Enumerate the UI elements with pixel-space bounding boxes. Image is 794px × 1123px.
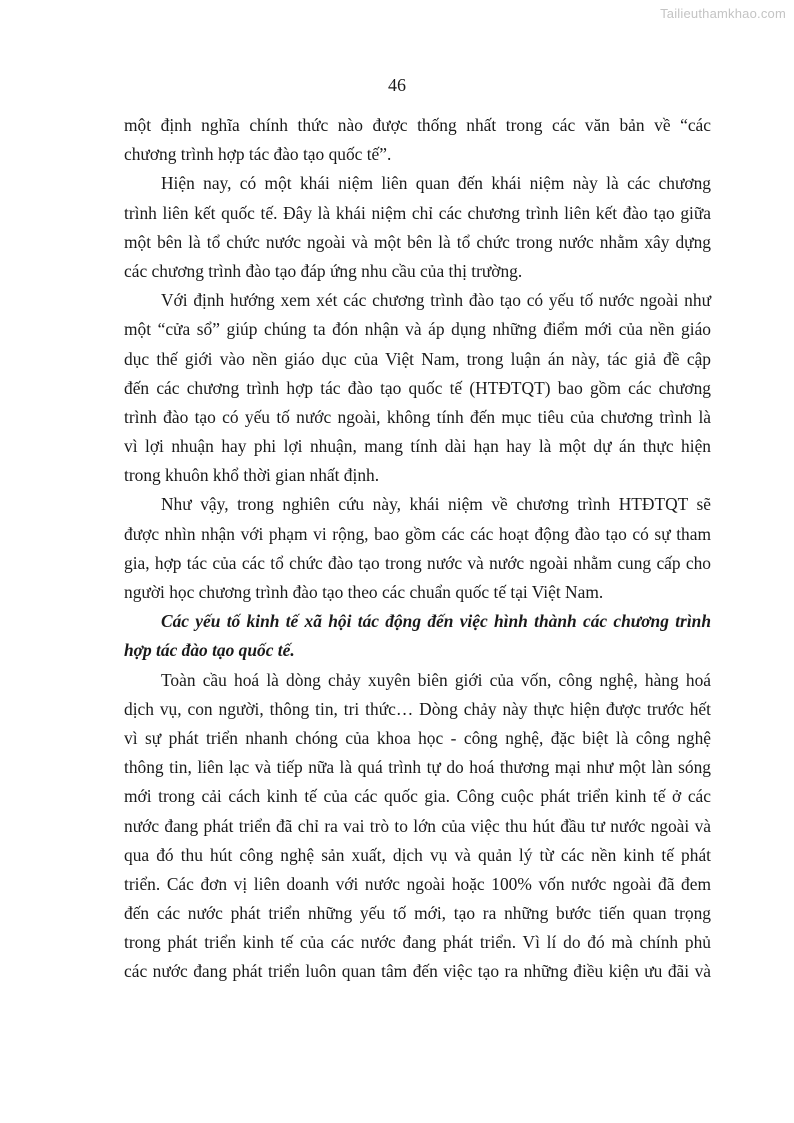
page-number: 46 [388,75,406,95]
text-line: hợp tác đào tạo quốc tế. [124,640,295,661]
text-line: Như vậy, trong nghiên cứu này, khái niệm về chương trình HTĐTQT sẽ [161,494,711,515]
text-line: Hiện nay, có một khái niệm liên quan đến khái niệm này là các chương [161,173,711,194]
text-line: triển. Các đơn vị liên doanh với nước ngoài hoặc 100% vốn nước ngoài đã đem [124,873,711,894]
text-line: trong khuôn khổ thời gian nhất định. [124,465,380,486]
section-heading [124,607,711,665]
text-line: trình đào tạo có yếu tố nước ngoài, không tính đến mục tiêu của chương trình là [124,406,711,427]
text-line: vì lợi nhuận hay phi lợi nhuận, mang tính dài hạn hay là một dự án thực hiện [124,436,711,457]
text-line: người học chương trình đào tạo theo các chuẩn quốc tế tại Việt Nam. [124,582,604,602]
paragraph [124,666,711,987]
text-line: trình liên kết quốc tế. Đây là khái niệm chỉ các chương trình liên kết đào tạo giữa [124,202,711,223]
text-line: mới trong cải cách kinh tế của các quốc gia. Công cuộc phát triển kinh tế ở các [124,786,711,807]
paragraph [124,111,711,169]
text-line: trong phát triển kinh tế của các nước đang phát triển. Vì lí do đó mà chính phủ [124,932,711,953]
text-line: thông tin, liên lạc và tiếp nữa là quá trình tự do hoá thương mại như một làn sóng [124,757,711,778]
text-line: qua đó thu hút công nghệ sản xuất, dịch vụ và quản lý từ các nền kinh tế phát [124,844,711,865]
watermark: Tailieuthamkhao.com [660,6,786,21]
text-line: các nước đang phát triển luôn quan tâm đến việc tạo ra những điều kiện ưu đãi và [124,961,711,982]
text-line: gia, hợp tác của các tổ chức đào tạo trong nước và nước ngoài nhằm cung cấp cho [124,552,711,573]
document-body [124,111,711,987]
text-line: vì sự phát triển nhanh chóng của khoa học - công nghệ, đặc biệt là công nghệ [124,727,711,748]
text-line: một định nghĩa chính thức nào được thống nhất trong các văn bản về “các [124,115,711,135]
paragraph [124,490,711,607]
text-line: đến các chương trình hợp tác đào tạo quốc tế (HTĐTQT) bao gồm các chương [124,377,711,398]
text-line: dục thế giới vào nền giáo dục của Việt Nam, trong luận án này, tác giả đề cập [124,348,711,369]
text-line: một bên là tổ chức nước ngoài và một bên là tổ chức trong nước nhằm xây dựng [124,231,711,252]
paragraph [124,169,711,286]
text-line: Các yếu tố kinh tế xã hội tác động đến việc hình thành các chương trình [161,611,711,632]
text-line: Toàn cầu hoá là dòng chảy xuyên biên giới của vốn, công nghệ, hàng hoá [161,669,711,690]
text-line: một “cửa sổ” giúp chúng ta đón nhận và áp dụng những điểm mới của nền giáo [124,319,711,340]
text-line: Với định hướng xem xét các chương trình đào tạo có yếu tố nước ngoài như [161,290,711,311]
text-line: được nhìn nhận với phạm vi rộng, bao gồm các các hoạt động đào tạo có sự tham [124,523,711,544]
text-line: chương trình hợp tác đào tạo quốc tế”. [124,144,392,165]
text-line: nước đang phát triển đã chỉ ra vai trò to lớn của việc thu hút đầu tư nước ngoài và [124,815,711,836]
text-line: dịch vụ, con người, thông tin, tri thức… Dòng chảy này thực hiện được trước hết [124,698,711,719]
text-line: đến các nước phát triển những yếu tố mới, tạo ra những bước tiến quan trọng [124,903,711,924]
text-line: các chương trình đào tạo đáp ứng nhu cầu của thị trường. [124,260,523,281]
paragraph [124,286,711,490]
